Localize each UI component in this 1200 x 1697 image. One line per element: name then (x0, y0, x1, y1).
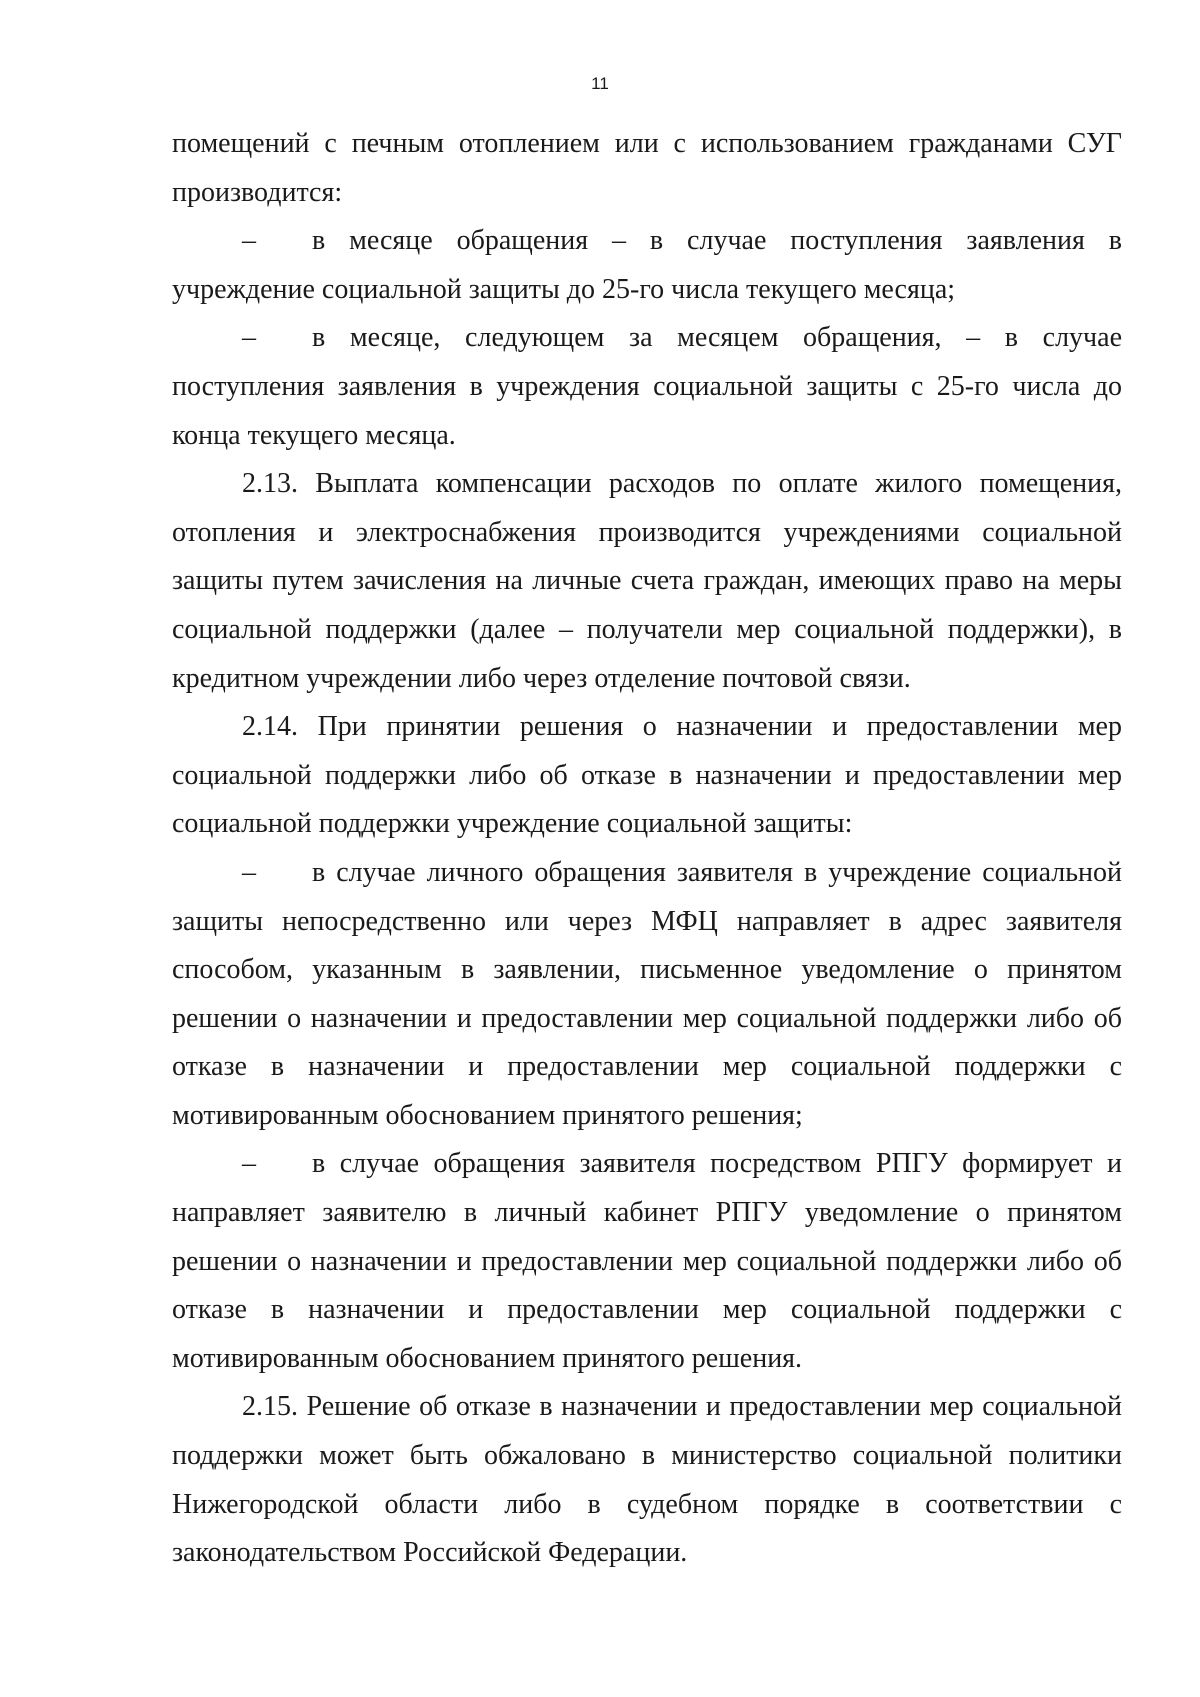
paragraph-continuation: помещений с печным отоплением или с использованием гражданами СУГ производится: (172, 128, 1122, 208)
list-item-text: в случае личного обращения заявителя в учреждение социальной защиты непосредственно или через МФЦ направляет в адрес заявителя способом, указанным в заявлении, письменное уведомление о принятом решении о назначении и предоставлении мер социальной поддержки либо об отказе в назначении и предоставлении мер социальной поддержки с мотивированным обоснованием принятого решения; (172, 856, 1122, 1131)
dash-marker: – (242, 1148, 256, 1180)
list-item-dash (172, 849, 1122, 1141)
dash-marker: – (242, 225, 256, 257)
list-item-dash (172, 217, 1122, 314)
list-item-dash (172, 314, 1122, 460)
list-item-text: в случае обращения заявителя посредством РПГУ формирует и направляет заявителю в личный кабинет РПГУ уведомление о принятом решении о назначении и предоставлении мер социальной поддержки либо об отказе в назначении и предоставлении мер социальной поддержки с мотивированным обоснованием принятого решения. (172, 1148, 1122, 1374)
document-body (172, 120, 1122, 1578)
dash-marker: – (242, 856, 256, 888)
paragraph-2-14: 2.14. При принятии решения о назначении и предоставлении мер социальной поддержки либо об отказе в назначении и предоставлении мер социальной поддержки учреждение социальной защиты: (172, 711, 1122, 840)
dash-marker: – (242, 322, 256, 354)
list-item-text: в месяце обращения – в случае поступления заявления в учреждение социальной защиты до 25-го числа текущего месяца; (172, 225, 1122, 305)
paragraph-2-15: 2.15. Решение об отказе в назначении и предоставлении мер социальной поддержки может быть обжаловано в министерство социальной политики Нижегородской области либо в судебном порядке в соответствии с законодательством Российской Федерации. (172, 1391, 1122, 1569)
paragraph-2-13: 2.13. Выплата компенсации расходов по оплате жилого помещения, отопления и электроснабжения производится учреждениями социальной защиты путем зачисления на личные счета граждан, имеющих право на меры социальной поддержки (далее – получатели мер социальной поддержки), в кредитном учреждении либо через отделение почтовой связи. (172, 468, 1122, 694)
list-item-dash (172, 1140, 1122, 1383)
page-number: 11 (591, 74, 609, 93)
list-item-text: в месяце, следующем за месяцем обращения, – в случае поступления заявления в учреждения социальной защиты с 25-го числа до конца текущего месяца. (172, 322, 1122, 451)
